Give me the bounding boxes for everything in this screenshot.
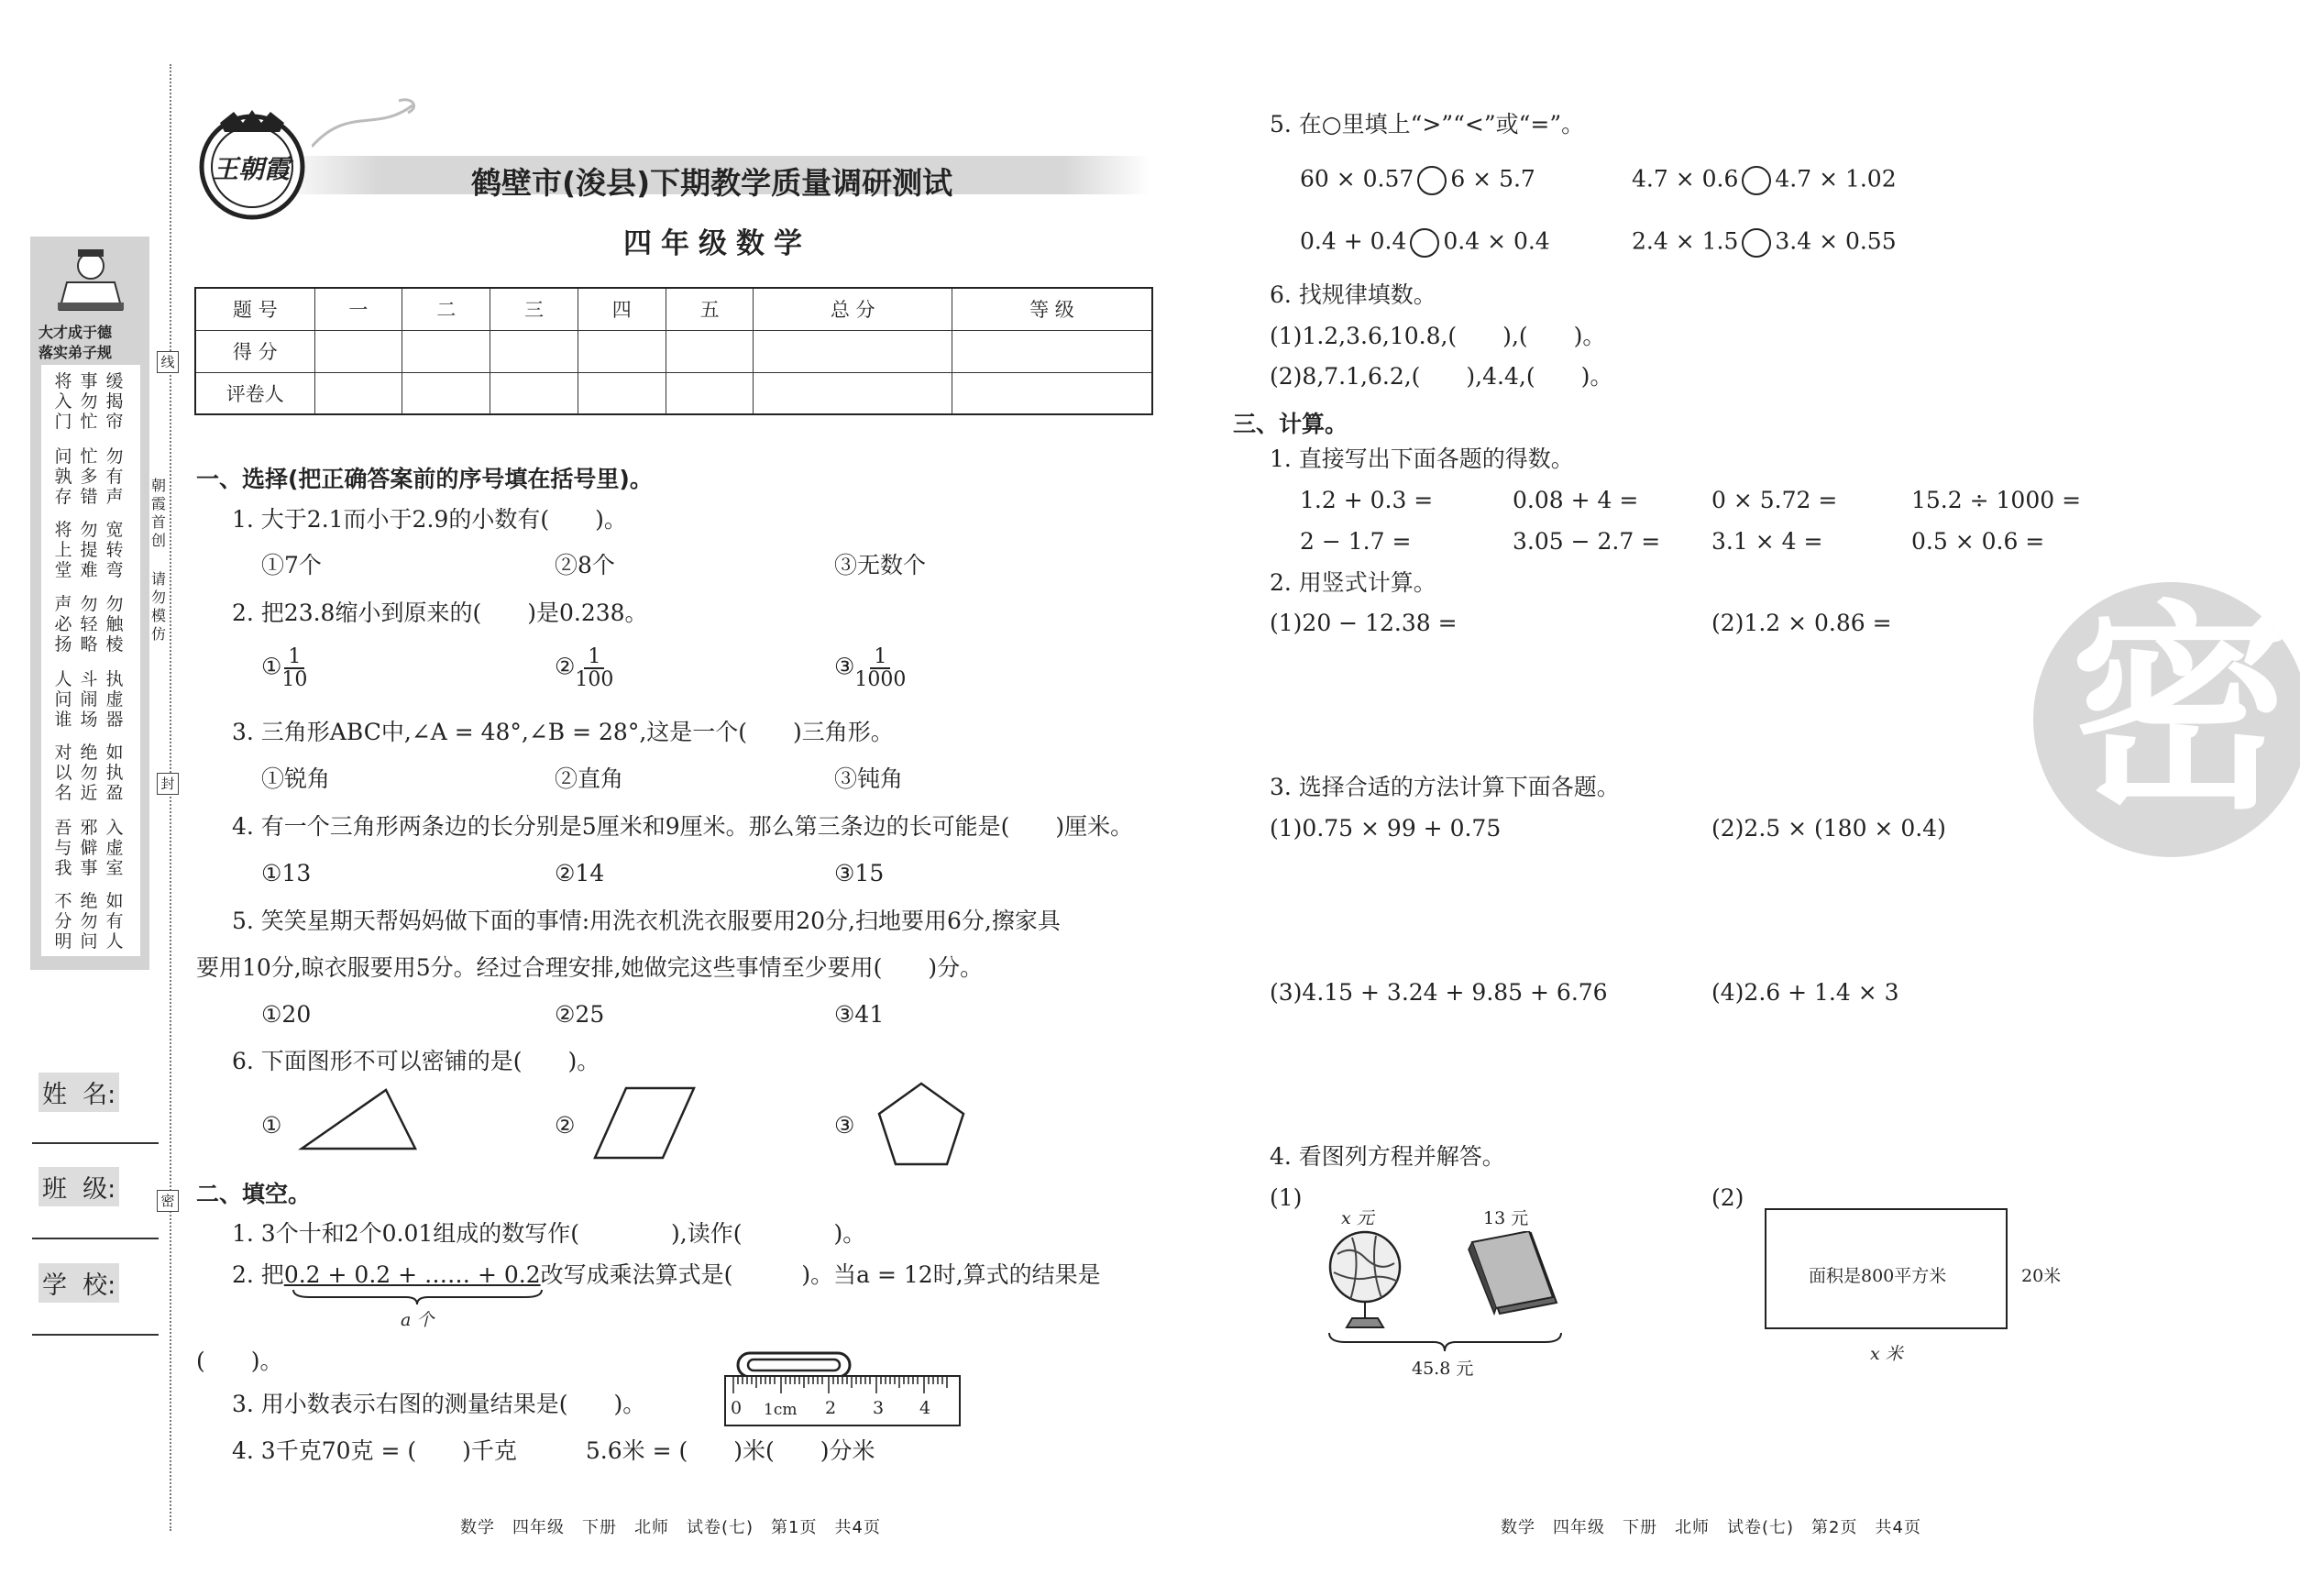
q3-option-2[interactable]: ②直角 bbox=[555, 765, 624, 792]
calc-3: 3. 选择合适的方法计算下面各题。 bbox=[1270, 774, 1620, 800]
denominator: 100 bbox=[575, 668, 614, 692]
motto-col: 斗闹场 bbox=[80, 669, 98, 730]
motto-col: 将入门 bbox=[54, 371, 72, 432]
question-3: 3. 三角形ABC中,∠A = 48°,∠B = 28°,这是一个( )三角形。 bbox=[232, 719, 894, 745]
motto-col: 事勿忙 bbox=[80, 371, 98, 432]
calc-1-item: 3.1 × 4 = bbox=[1711, 528, 1823, 555]
table-header-cell: 题 号 bbox=[195, 288, 314, 330]
compare-left: 60 × 0.57 bbox=[1300, 165, 1414, 193]
compare-row-1a bbox=[1300, 166, 1535, 195]
q6-option-2[interactable]: ② bbox=[555, 1112, 576, 1139]
fill-5: 5. 在○里填上“>”“<”或“=”。 bbox=[1270, 111, 1585, 138]
score-table bbox=[194, 287, 1153, 415]
calc-3-3: (3)4.15 + 3.24 + 9.85 + 6.76 bbox=[1270, 979, 1608, 1006]
globe-icon bbox=[1325, 1227, 1405, 1338]
calc-1-item: 2 − 1.7 = bbox=[1300, 528, 1412, 555]
compare-left: 2.4 × 1.5 bbox=[1632, 227, 1739, 255]
motto-col: 绝勿近 bbox=[80, 743, 98, 803]
ruler-label-1: 1cm bbox=[764, 1401, 798, 1419]
q2-option-2[interactable] bbox=[555, 646, 613, 690]
calc-2: 2. 用竖式计算。 bbox=[1270, 569, 1436, 596]
book-icon bbox=[1467, 1231, 1563, 1319]
motto-col: 不分明 bbox=[54, 891, 72, 952]
motto-col: 对以名 bbox=[54, 743, 72, 803]
score-cell[interactable] bbox=[578, 372, 666, 414]
compare-right: 0.4 × 0.4 bbox=[1443, 227, 1550, 255]
score-cell[interactable] bbox=[952, 372, 1152, 414]
score-cell[interactable] bbox=[754, 372, 952, 414]
section-3-title: 三、计算。 bbox=[1233, 411, 1348, 437]
score-cell[interactable] bbox=[754, 330, 952, 372]
table-cell: 评卷人 bbox=[195, 372, 314, 414]
brace-label: a 个 bbox=[401, 1310, 435, 1330]
motto-col: 人问谁 bbox=[54, 669, 72, 730]
score-cell[interactable] bbox=[314, 372, 402, 414]
motto-col: 缓揭帘 bbox=[105, 371, 124, 432]
table-header-cell: 五 bbox=[666, 288, 754, 330]
calc-2-1: (1)20 − 12.38 = bbox=[1270, 610, 1458, 636]
total-price: 45.8 元 bbox=[1412, 1359, 1474, 1379]
confidential-watermark bbox=[2033, 582, 2300, 857]
ribbon-decoration bbox=[312, 96, 422, 151]
ruler-label-2: 2 bbox=[825, 1398, 837, 1418]
fraction bbox=[854, 646, 906, 690]
name-label: 姓 名: bbox=[39, 1073, 119, 1112]
q2-option-1[interactable] bbox=[261, 646, 307, 690]
motto-line-2: 落实弟子规 bbox=[39, 344, 113, 361]
calc-3-4: (4)2.6 + 1.4 × 3 bbox=[1711, 979, 1899, 1006]
seal-mark-3: 密 bbox=[157, 1190, 179, 1212]
book-price: 13 元 bbox=[1483, 1208, 1529, 1228]
exam-subtitle: 四年级数学 bbox=[623, 227, 811, 260]
ruler-label-3: 3 bbox=[873, 1398, 885, 1418]
motto-col: 勿有声 bbox=[105, 446, 124, 507]
calc-1-item: 3.05 − 2.7 = bbox=[1513, 528, 1661, 555]
calc-3-2: (2)2.5 × (180 × 0.4) bbox=[1711, 815, 1946, 842]
table-header-cell: 二 bbox=[402, 288, 490, 330]
compare-row-2b bbox=[1632, 228, 1897, 258]
fill-6: 6. 找规律填数。 bbox=[1270, 281, 1436, 308]
fill-2 bbox=[232, 1263, 1101, 1286]
numerator: 1 bbox=[870, 646, 890, 669]
q1-option-3[interactable]: ③无数个 bbox=[834, 552, 927, 578]
calc-1-item: 15.2 ÷ 1000 = bbox=[1911, 487, 2082, 513]
total-brace-icon bbox=[1327, 1331, 1563, 1357]
score-cell[interactable] bbox=[402, 330, 490, 372]
section-2-title: 二、填空。 bbox=[196, 1181, 312, 1207]
compare-left: 4.7 × 0.6 bbox=[1632, 165, 1739, 193]
name-field[interactable] bbox=[32, 1142, 159, 1144]
motto-col: 绝勿问 bbox=[80, 891, 98, 952]
page-footer-left: 数学 四年级 下册 北师 试卷(七) 第1页 共4页 bbox=[460, 1518, 881, 1537]
motto-col: 如执盈 bbox=[105, 743, 124, 803]
score-cell[interactable] bbox=[314, 330, 402, 372]
compare-circle-input[interactable] bbox=[1742, 166, 1771, 195]
table-cell: 得 分 bbox=[195, 330, 314, 372]
school-label: 学 校: bbox=[39, 1263, 119, 1303]
q4-option-3[interactable]: ③15 bbox=[834, 860, 885, 886]
q5-option-3[interactable]: ③41 bbox=[834, 1001, 885, 1028]
fill-2-line-2: ( )。 bbox=[196, 1348, 283, 1374]
numerator: 1 bbox=[584, 646, 604, 669]
q2-option-3[interactable] bbox=[834, 646, 906, 690]
motto-col: 执虚器 bbox=[105, 669, 124, 730]
table-row bbox=[195, 330, 1152, 372]
parallelogram-icon bbox=[591, 1084, 698, 1165]
area-label: 面积是800平方米 bbox=[1809, 1266, 1947, 1286]
q6-option-1[interactable]: ① bbox=[261, 1112, 282, 1139]
seal-mark-1: 线 bbox=[157, 351, 179, 373]
scholar-illustration bbox=[49, 246, 133, 317]
fill-2-suffix: 改写成乘法算式是( )。当a = 12时,算式的结果是 bbox=[540, 1261, 1101, 1288]
motto-col: 宽转弯 bbox=[105, 520, 124, 580]
exam-title: 鹤壁市(浚县)下期教学质量调研测试 bbox=[471, 165, 953, 201]
pentagon-icon bbox=[875, 1080, 967, 1172]
score-cell[interactable] bbox=[952, 330, 1152, 372]
calc-1-item: 1.2 + 0.3 = bbox=[1300, 487, 1434, 513]
class-label: 班 级: bbox=[39, 1167, 119, 1206]
motto-col: 问孰存 bbox=[54, 446, 72, 507]
numerator: 1 bbox=[284, 646, 304, 669]
question-2: 2. 把23.8缩小到原来的( )是0.238。 bbox=[232, 600, 648, 626]
question-5-line-2: 要用10分,晾衣服要用5分。经过合理安排,她做完这些事情至少要用( )分。 bbox=[196, 954, 984, 981]
option-mark: ② bbox=[555, 653, 576, 680]
question-1: 1. 大于2.1而小于2.9的小数有( )。 bbox=[232, 506, 627, 533]
score-cell[interactable] bbox=[402, 372, 490, 414]
motto-col: 勿轻略 bbox=[80, 594, 98, 655]
page-footer-right: 数学 四年级 下册 北师 试卷(七) 第2页 共4页 bbox=[1501, 1518, 1921, 1537]
fill-1: 1. 3个十和2个0.01组成的数写作( ),读作( )。 bbox=[232, 1220, 866, 1247]
motto-col: 勿提难 bbox=[80, 520, 98, 580]
motto-col: 邪僻事 bbox=[80, 818, 98, 878]
motto-col: 吾与我 bbox=[54, 818, 72, 878]
globe-price: x 元 bbox=[1341, 1208, 1374, 1228]
q4-option-2[interactable]: ②14 bbox=[555, 860, 605, 886]
calc-1-item: 0.5 × 0.6 = bbox=[1911, 528, 2045, 555]
score-cell[interactable] bbox=[490, 330, 578, 372]
motto-col: 忙多错 bbox=[80, 446, 98, 507]
table-header-cell: 总 分 bbox=[754, 288, 952, 330]
calc-1: 1. 直接写出下面各题的得数。 bbox=[1270, 446, 1574, 472]
height-label: 20米 bbox=[2021, 1266, 2062, 1286]
compare-left: 0.4 + 0.4 bbox=[1300, 227, 1407, 255]
class-field[interactable] bbox=[32, 1238, 159, 1239]
calc-1-item: 0 × 5.72 = bbox=[1711, 487, 1838, 513]
score-cell[interactable] bbox=[666, 330, 754, 372]
question-5-line-1: 5. 笑笑星期天帮妈妈做下面的事情:用洗衣机洗衣服要用20分,扫地要用6分,擦家具 bbox=[232, 908, 1061, 934]
option-mark: ③ bbox=[834, 653, 855, 680]
fill-3: 3. 用小数表示右图的测量结果是( )。 bbox=[232, 1391, 646, 1417]
motto-col: 将上堂 bbox=[54, 520, 72, 580]
q3-option-1[interactable]: ①锐角 bbox=[261, 765, 331, 792]
q1-option-1[interactable]: ①7个 bbox=[261, 552, 322, 578]
fill-6-1: (1)1.2,3.6,10.8,( ),( )。 bbox=[1270, 323, 1606, 349]
compare-right: 3.4 × 0.55 bbox=[1775, 227, 1897, 255]
seal-mark-2: 封 bbox=[157, 773, 179, 795]
q5-option-2[interactable]: ②25 bbox=[555, 1001, 605, 1028]
copyright-note-2: 请勿模仿 bbox=[150, 570, 166, 643]
q4-option-1[interactable]: ①13 bbox=[261, 860, 312, 886]
motto-col: 入虚室 bbox=[105, 818, 124, 878]
question-4: 4. 有一个三角形两条边的长分别是5厘米和9厘米。那么第三条边的长可能是( )厘米。 bbox=[232, 813, 1134, 840]
compare-right: 4.7 × 1.02 bbox=[1775, 165, 1897, 193]
score-cell[interactable] bbox=[666, 372, 754, 414]
calc-4: 4. 看图列方程并解答。 bbox=[1270, 1143, 1505, 1170]
compare-row-1b bbox=[1632, 166, 1897, 195]
table-row bbox=[195, 372, 1152, 414]
logo-text: 王朝霞 bbox=[213, 154, 291, 184]
calc-3-1: (1)0.75 × 99 + 0.75 bbox=[1270, 815, 1502, 842]
cut-line bbox=[170, 64, 171, 1531]
question-6: 6. 下面图形不可以密铺的是( )。 bbox=[232, 1048, 600, 1074]
compare-circle-input[interactable] bbox=[1417, 166, 1447, 195]
denominator: 1000 bbox=[854, 668, 907, 692]
score-cell[interactable] bbox=[490, 372, 578, 414]
ruler-label-4: 4 bbox=[919, 1398, 931, 1418]
fill-4: 4. 3千克70克 = ( )千克 5.6米 = ( )米( )分米 bbox=[232, 1437, 875, 1464]
motto-line-1: 大才成于德 bbox=[39, 324, 113, 341]
fill-6-2: (2)8,7.1,6.2,( ),4.4,( )。 bbox=[1270, 363, 1613, 390]
section-1-title: 一、选择(把正确答案前的序号填在括号里)。 bbox=[196, 466, 653, 492]
calc-2-2: (2)1.2 × 0.86 = bbox=[1711, 610, 1892, 636]
motto-col: 声必扬 bbox=[54, 594, 72, 655]
compare-circle-input[interactable] bbox=[1742, 228, 1771, 258]
motto-col: 勿触棱 bbox=[105, 594, 124, 655]
fill-2-prefix: 2. 把 bbox=[232, 1261, 284, 1288]
table-header-cell: 四 bbox=[578, 288, 666, 330]
copyright-note-1: 朝霞首创 bbox=[150, 477, 166, 549]
compare-row-2a bbox=[1300, 228, 1550, 258]
triangle-icon bbox=[298, 1086, 419, 1156]
fill-2-expression: 0.2 + 0.2 + …… + 0.2 bbox=[283, 1261, 541, 1288]
width-label: x 米 bbox=[1870, 1344, 1903, 1364]
calc-4-2: (2) bbox=[1711, 1184, 1744, 1211]
watermark-char: 密 bbox=[2070, 582, 2291, 839]
motto-col: 如有人 bbox=[105, 891, 124, 952]
fraction bbox=[281, 646, 307, 690]
fraction bbox=[575, 646, 613, 690]
ruler-label-0: 0 bbox=[731, 1398, 743, 1418]
calc-1-item: 0.08 + 4 = bbox=[1513, 487, 1639, 513]
school-field[interactable] bbox=[32, 1334, 159, 1336]
table-header-cell: 三 bbox=[490, 288, 578, 330]
score-cell[interactable] bbox=[578, 330, 666, 372]
q1-option-2[interactable]: ②8个 bbox=[555, 552, 615, 578]
q5-option-1[interactable]: ①20 bbox=[261, 1001, 312, 1028]
denominator: 10 bbox=[281, 668, 308, 692]
compare-right: 6 × 5.7 bbox=[1450, 165, 1535, 193]
compare-circle-input[interactable] bbox=[1410, 228, 1439, 258]
q3-option-3[interactable]: ③钝角 bbox=[834, 765, 904, 792]
table-header-cell: 等 级 bbox=[952, 288, 1152, 330]
calc-4-1: (1) bbox=[1270, 1184, 1303, 1211]
q6-option-3[interactable]: ③ bbox=[834, 1112, 855, 1139]
table-header-cell: 一 bbox=[314, 288, 402, 330]
option-mark: ① bbox=[261, 653, 282, 680]
